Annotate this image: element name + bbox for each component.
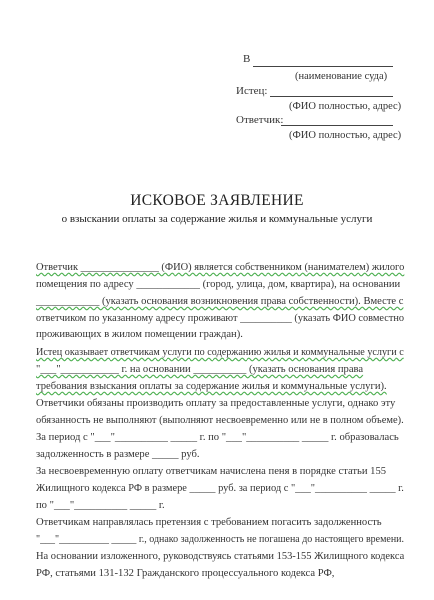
body-line: ____________ (указать основания возникновения права собственности). Вместе с xyxy=(36,296,404,307)
court-prefix: В xyxy=(243,53,251,65)
body-line: "___"__________ _____ г., однако задолженность не погашена до настоящего времени. xyxy=(36,534,404,545)
body-line: Истец оказывает ответчикам услуги по содержанию жилья и коммунальные услуги с xyxy=(36,347,404,358)
plaintiff-caption: (ФИО полностью, адрес) xyxy=(289,101,402,112)
body-line: РФ, статьями 131-132 Гражданского процессуального кодекса РФ, xyxy=(36,568,335,579)
body-line: помещения по адресу ____________ (город, улица, дом, квартира), на основании xyxy=(36,279,401,290)
body-line: "___"___________ г. на основании __________ (указать основания права xyxy=(36,364,364,375)
body-line: ответчиком по указанному адресу проживают __________ (указать ФИО совместно xyxy=(36,313,405,324)
body-line: На основании изложенного, руководствуясь статьями 153-155 Жилищного кодекса xyxy=(36,551,405,562)
body-line: задолженность в размере _____ руб. xyxy=(36,449,200,460)
body-line: по "___"__________ _____ г. xyxy=(36,500,165,511)
defendant-line xyxy=(281,125,393,126)
body-line: обязанность не выполняют (выполняют несвоевременно или не в полном объеме). xyxy=(36,415,404,426)
body-line: Ответчикам направлялась претензия с требованием погасить задолженность xyxy=(36,517,382,528)
defendant-label: Ответчик: xyxy=(236,114,284,126)
document-title: ИСКОВОЕ ЗАЯВЛЕНИЕ xyxy=(130,192,304,209)
plaintiff-line xyxy=(270,96,393,97)
body-line: проживающих в жилом помещении граждан). xyxy=(36,329,243,340)
body-line: За период с "___"__________ _____ г. по "___"__________ _____ г. образовалась xyxy=(36,432,399,443)
court-caption: (наименование суда) xyxy=(295,71,388,82)
body-line: Ответчики обязаны производить оплату за предоставленные услуги, однако эту xyxy=(36,398,396,409)
body-line: требования взыскания оплаты за содержание жилья и коммунальные услуги). xyxy=(36,381,387,392)
defendant-caption: (ФИО полностью, адрес) xyxy=(289,130,402,141)
body-line: Ответчик _______________ (ФИО) является собственником (нанимателем) жилого xyxy=(36,262,405,273)
plaintiff-label: Истец: xyxy=(236,85,268,97)
body-line: Жилищного кодекса РФ в размере _____ руб. за период с "___"__________ _____ г. xyxy=(36,483,404,494)
court-name-line xyxy=(253,66,393,67)
document-subtitle: о взыскании оплаты за содержание жилья и коммунальные услуги xyxy=(61,213,373,225)
body-line: За несвоевременную оплату ответчикам начислена пеня в порядке статьи 155 xyxy=(36,466,387,477)
